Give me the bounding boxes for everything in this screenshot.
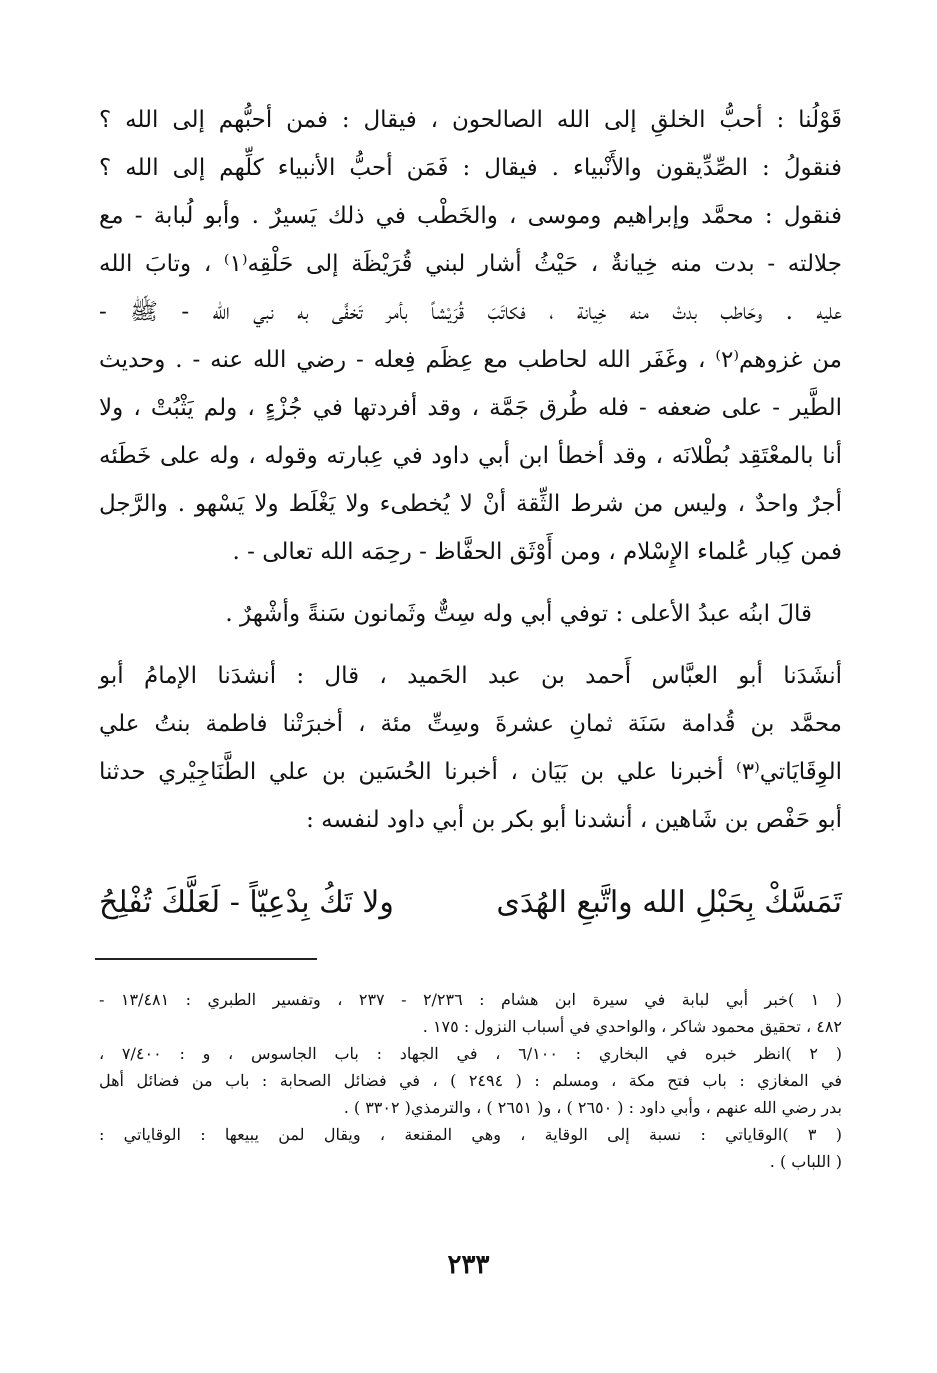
footnote-line: ( ٢ )انظر خبره في البخاري : ٦/١٠٠ ، في الجهاد : باب الجاسوس ، و : ٧/٤٠٠ ،	[99, 1044, 843, 1063]
text-line: عليه . وحَاطب بدتْ منه خِيانة ، فكاتَبَ قُرَيْشاً بأمر تَخفَّى به نبي الله - ﷺ -	[99, 299, 842, 325]
chain-line: أبو حَفْص بن شَاهين ، أنشدنا أبو بكر بن أبي داود لنفسه :	[306, 807, 842, 833]
paragraph-gap	[99, 638, 842, 652]
text-line: أجرٌ واحدٌ ، وليس من شرط الثِّقة أنْ لا يُخطىء ولا يَغْلَط ولا يَسْهو . والرَّجل	[99, 491, 842, 517]
text-line: الطَّير - على ضعفه - فله طُرق جَمَّة ، وقد أفردتها في جُزْءٍ ، ولم يَثْبُتْ ، ولا	[99, 395, 842, 421]
paragraph-gap	[99, 576, 842, 590]
footnote-divider	[95, 958, 317, 960]
poem-second-hemistich: ولا تَكُ بِدْعِيّاً - لَعَلَّكَ تُفْلِحُ	[99, 885, 394, 920]
footnotes	[99, 986, 842, 1175]
text-line: فنقولُ : الصِّدِّيقون والأَنْبياء . فيقال : فَمَن أحبُّ الأنبياء كلِّهم إلى الله ؟	[99, 155, 842, 181]
chain-line: محمَّد بن قُدامة سَنَة ثمانِ عشرةَ وسِتِّ مئة ، أخبرَتْنا فاطمة بنتُ علي	[99, 711, 842, 737]
page-number: ٢٣٣	[447, 1250, 490, 1280]
text-line: أنا بالمعْتَقِد بُطْلانَه ، وقد أخطأ ابن أبي داود في عِبارته وقوله ، وله على خَطَئه	[99, 443, 843, 469]
death-date-quote: قالَ ابنُه عبدُ الأعلى : توفي أبي وله سِتٌّ وثَمانون سَنةً وأشْهرٌ .	[225, 601, 812, 627]
text-line: فمن كِبار عُلماء الإِسْلام ، ومن أَوْثَق الحفَّاظ - رحِمَه الله تعالى - .	[232, 539, 842, 565]
poem-first-hemistich: تَمَسَّكْ بِحَبْلِ الله واتَّبعِ الهُدَى	[496, 885, 842, 920]
text-line: قَوْلُنا : أحبُّ الخلقِ إلى الله الصالحون ، فيقال : فمن أحبُّهم إلى الله ؟	[99, 107, 842, 133]
footnote-line: ( ١ )خبر أبي لبابة في سيرة ابن هشام : ٢/٢٣٦ - ٢٣٧ ، وتفسير الطبري : ١٣/٤٨١ -	[99, 990, 843, 1009]
chain-line: أنشَدَنا أبو العبَّاس أَحمد بن عبد الحَميد ، قال : أنشدَنا الإمامُ أبو	[99, 663, 842, 689]
text-line: من غزوهم⁽٢⁾ ، وغَفَر الله لحاطب مع عِظَم فِعله - رضي الله عنه - . وحديث	[99, 347, 842, 373]
footnote-line: ( اللباب ) .	[769, 1152, 842, 1171]
footnote-line: ٤٨٢ ، تحقيق محمود شاكر ، والواحدي في أسباب النزول : ١٧٥ .	[422, 1017, 842, 1036]
footnote-line: بدر رضي الله عنهم ، وأبي داود : ( ٢٦٥٠ ) ، و( ٢٦٥١ ) ، والترمذي( ٣٣٠٢ ) .	[343, 1098, 842, 1117]
text-line: فنقول : محمَّد وإبراهيم وموسى ، والخَطْب في ذلك يَسيرٌ . وأبو لُبابة - مع	[99, 203, 842, 229]
footnote-line: ( ٣ )الوقاياتي : نسبة إلى الوقاية ، وهي المقنعة ، ويقال لمن يبيعها : الوقاياتي :	[99, 1125, 843, 1144]
poem-verse	[99, 868, 842, 938]
footnote-line: في المغازي : باب فتح مكة ، ومسلم : ( ٢٤٩٤ ) ، في فضائل الصحابة : باب من فضائل أهل	[99, 1071, 843, 1090]
chain-line: الوِقَايَاتي⁽٣⁾ أخبرنا علي بن بَيَان ، أخبرنا الحُسَين بن علي الطَّنَاجِيْري حدثنا	[99, 759, 842, 785]
main-text	[99, 96, 842, 844]
text-line: جلالته - بدت منه خِيانةٌ ، حَيْثُ أشار لبني قُرَيْظَة إلى حَلْقِه⁽١⁾ ، وتابَ الله	[99, 251, 842, 277]
